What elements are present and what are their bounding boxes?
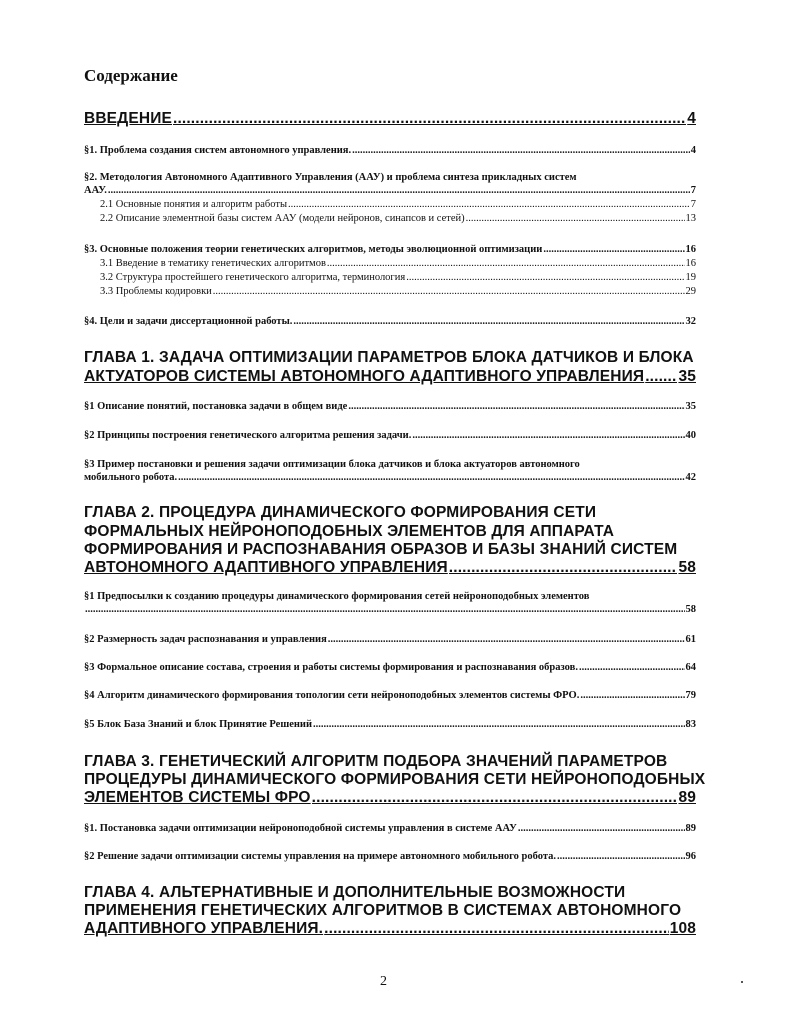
dot-leader <box>449 559 678 577</box>
dot-leader <box>108 185 690 196</box>
toc-entry-text: АВТОНОМНОГО АДАПТИВНОГО УПРАВЛЕНИЯ <box>84 559 448 576</box>
dot-leader <box>412 430 684 441</box>
toc-entry-text: §4 Алгоритм динамического формирования топологии сети нейроноподобных элементов системы ФРО. <box>84 690 580 701</box>
toc-subentry-2-1[interactable] <box>100 199 696 210</box>
page-number: 2 <box>380 974 387 989</box>
toc-entry-text: §4. Цели и задачи диссертационной работы. <box>84 316 293 327</box>
dot-leader <box>406 272 684 283</box>
toc-chapter-2-line1: ГЛАВА 2. ПРОЦЕДУРА ДИНАМИЧЕСКОГО ФОРМИРОВАНИЯ СЕТИ <box>84 504 597 521</box>
toc-title: Содержание <box>84 66 178 85</box>
toc-page-number: 4 <box>690 145 696 156</box>
toc-entry-text: §1. Постановка задачи оптимизации нейроноподобной системы управления в системе ААУ <box>84 823 517 834</box>
toc-entry-s4[interactable] <box>84 316 696 327</box>
dot-leader <box>543 244 684 255</box>
toc-page-number: 7 <box>690 185 696 196</box>
toc-entry-s2[interactable] <box>84 185 696 196</box>
toc-chapter-4[interactable] <box>84 920 696 938</box>
toc-entry-ch1-s3[interactable] <box>84 472 696 483</box>
dot-leader <box>312 789 678 807</box>
toc-entry-text: §1. Проблема создания систем автономного управления. <box>84 145 352 156</box>
toc-entry-ch2-s3[interactable] <box>84 662 696 673</box>
toc-entry-s2-line1: §2. Методология Автономного Адаптивного Управления (ААУ) и проблема синтеза прикладных систем <box>84 172 577 183</box>
toc-chapter-2[interactable] <box>84 559 696 577</box>
dot-leader <box>466 213 685 224</box>
dot-leader <box>178 472 684 483</box>
toc-entry-text: 3.2 Структура простейшего генетического алгоритма, терминология <box>100 272 406 283</box>
toc-page-number: 61 <box>685 634 696 645</box>
toc-page-number: 89 <box>685 823 696 834</box>
toc-page-number: 19 <box>685 272 696 283</box>
toc-entry-text: §2 Решение задачи оптимизации системы управления на примере автономного мобильного робота. <box>84 851 556 862</box>
toc-page-number: 16 <box>685 258 696 269</box>
toc-page-number: 13 <box>685 213 696 224</box>
toc-entry-intro[interactable] <box>84 110 696 128</box>
toc-entry-ch2-s1[interactable] <box>84 604 696 615</box>
toc-entry-ch1-s2[interactable] <box>84 430 696 441</box>
toc-page-number: 4 <box>687 110 696 127</box>
toc-entry-text: ААУ. <box>84 185 107 196</box>
toc-page-number: 83 <box>685 719 696 730</box>
toc-page-number: 64 <box>685 662 696 673</box>
dot-leader <box>288 199 690 210</box>
toc-entry-text: ЭЛЕМЕНТОВ СИСТЕМЫ ФРО <box>84 789 311 806</box>
toc-entry-text: 2.1 Основные понятия и алгоритм работы <box>100 199 288 210</box>
toc-page-number: 42 <box>685 472 696 483</box>
dot-leader <box>327 258 685 269</box>
toc-entry-text: §5 Блок База Знаний и блок Принятие Решений <box>84 719 313 730</box>
toc-chapter-4-line1: ГЛАВА 4. АЛЬТЕРНАТИВНЫЕ И ДОПОЛНИТЕЛЬНЫЕ ВОЗМОЖНОСТИ <box>84 884 626 901</box>
toc-entry-text: 3.1 Введение в тематику генетических алгоритмов <box>100 258 326 269</box>
toc-chapter-2-line2: ФОРМАЛЬНЫХ НЕЙРОНОПОДОБНЫХ ЭЛЕМЕНТОВ ДЛЯ АППАРАТА <box>84 523 615 540</box>
toc-entry-text: мобильного робота. <box>84 472 178 483</box>
toc-chapter-3-line1: ГЛАВА 3. ГЕНЕТИЧЕСКИЙ АЛГОРИТМ ПОДБОРА ЗНАЧЕНИЙ ПАРАМЕТРОВ <box>84 753 668 770</box>
toc-entry-text: ВВЕДЕНИЕ <box>84 110 172 127</box>
toc-page-number: 35 <box>685 401 696 412</box>
toc-subentry-3-2[interactable] <box>100 272 696 283</box>
dot-leader <box>324 920 669 938</box>
toc-subentry-3-3[interactable] <box>100 286 696 297</box>
toc-entry-ch3-s2[interactable] <box>84 851 696 862</box>
toc-entry-text: АКТУАТОРОВ СИСТЕМЫ АВТОНОМНОГО АДАПТИВНОГО УПРАВЛЕНИЯ <box>84 368 645 385</box>
toc-page-number: 79 <box>685 690 696 701</box>
toc-entry-text: §3 Формальное описание состава, строения и работы системы формирования и распознавания образов. <box>84 662 578 673</box>
toc-page-number: 89 <box>678 789 696 806</box>
dot-leader <box>580 690 684 701</box>
toc-page-number: 58 <box>678 559 696 576</box>
dot-leader <box>85 604 685 615</box>
dot-leader <box>518 823 685 834</box>
toc-entry-text: §1 Описание понятий, постановка задачи в общем виде <box>84 401 348 412</box>
toc-page-number: 40 <box>685 430 696 441</box>
toc-chapter-3-line2: ПРОЦЕДУРЫ ДИНАМИЧЕСКОГО ФОРМИРОВАНИЯ СЕТИ НЕЙРОНОПОДОБНЫХ <box>84 771 706 788</box>
toc-entry-s1[interactable] <box>84 145 696 156</box>
toc-subentry-2-2[interactable] <box>100 213 696 224</box>
dot-leader <box>313 719 684 730</box>
toc-page-number: 29 <box>685 286 696 297</box>
toc-entry-ch2-s5[interactable] <box>84 719 696 730</box>
toc-entry-s3[interactable] <box>84 244 696 255</box>
scan-speck <box>741 981 743 983</box>
toc-subentry-3-1[interactable] <box>100 258 696 269</box>
toc-entry-ch1-s3-line1: §3 Пример постановки и решения задачи оптимизации блока датчиков и блока актуаторов автономного <box>84 459 580 470</box>
toc-chapter-4-line2: ПРИМЕНЕНИЯ ГЕНЕТИЧЕСКИХ АЛГОРИТМОВ В СИСТЕМАХ АВТОНОМНОГО <box>84 902 682 919</box>
toc-entry-ch3-s1[interactable] <box>84 823 696 834</box>
toc-page-number: 16 <box>685 244 696 255</box>
toc-entry-ch2-s1-line1: §1 Предпосылки к созданию процедуры динамического формирования сетей нейроноподобных элементов <box>84 591 590 602</box>
toc-page-number: 7 <box>690 199 696 210</box>
toc-chapter-3[interactable] <box>84 789 696 807</box>
dot-leader <box>557 851 685 862</box>
toc-entry-text: 2.2 Описание элементной базы систем ААУ (модели нейронов, синапсов и сетей) <box>100 213 465 224</box>
dot-leader <box>293 316 684 327</box>
toc-page-number: 58 <box>685 604 696 615</box>
toc-entry-ch2-s2[interactable] <box>84 634 696 645</box>
toc-page-number: 108 <box>669 920 696 937</box>
toc-entry-text: АДАПТИВНОГО УПРАВЛЕНИЯ. <box>84 920 324 937</box>
dot-leader <box>328 634 685 645</box>
toc-entry-text: §2 Размерность задач распознавания и управления <box>84 634 327 645</box>
dot-leader <box>348 401 684 412</box>
toc-entry-text: §2 Принципы построения генетического алгоритма решения задачи. <box>84 430 412 441</box>
toc-chapter-1[interactable] <box>84 368 696 386</box>
toc-entry-ch1-s1[interactable] <box>84 401 696 412</box>
dot-leader <box>579 662 685 673</box>
toc-page-number: 32 <box>685 316 696 327</box>
toc-chapter-2-line3: ФОРМИРОВАНИЯ И РАСПОЗНАВАНИЯ ОБРАЗОВ И БАЗЫ ЗНАНИЙ СИСТЕМ <box>84 541 678 558</box>
dot-leader <box>645 368 677 386</box>
toc-page-number: 35 <box>678 368 696 385</box>
toc-page-number: 96 <box>685 851 696 862</box>
toc-entry-text: 3.3 Проблемы кодировки <box>100 286 212 297</box>
dot-leader <box>352 145 690 156</box>
toc-entry-text: §3. Основные положения теории генетических алгоритмов, методы эволюционной оптимизации <box>84 244 543 255</box>
toc-chapter-1-line1: ГЛАВА 1. ЗАДАЧА ОПТИМИЗАЦИИ ПАРАМЕТРОВ БЛОКА ДАТЧИКОВ И БЛОКА <box>84 349 694 366</box>
dot-leader <box>173 110 686 128</box>
toc-entry-ch2-s4[interactable] <box>84 690 696 701</box>
dot-leader <box>213 286 685 297</box>
